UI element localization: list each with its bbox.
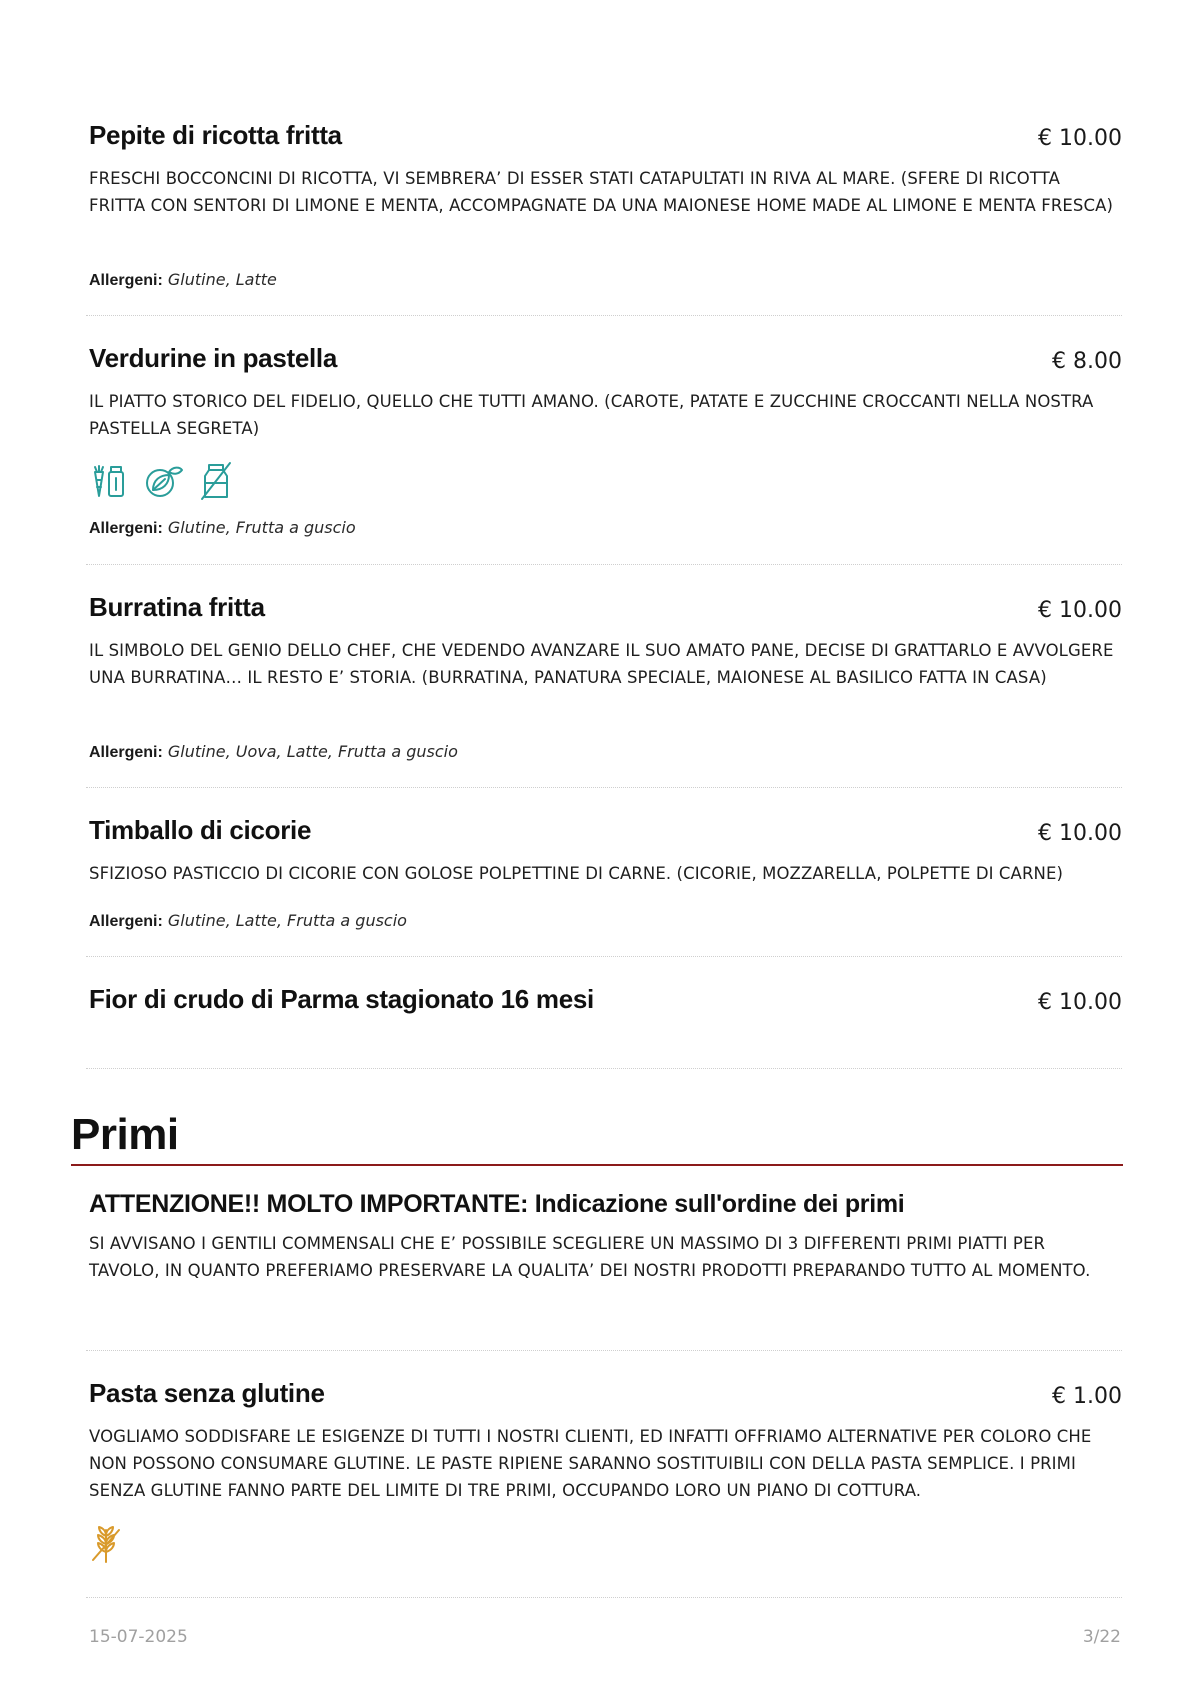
- item-price: € 1.00: [1052, 1384, 1122, 1409]
- item-description: IL SIMBOLO DEL GENIO DELLO CHEF, CHE VEDENDO AVANZARE IL SUO AMATO PANE, DECISE DI GRATTARLO E AVVOLGERE UNA BURRATINA… IL RESTO E’ STORIA. (BURRATINA, PANATURA SPECIALE, MAIONESE AL BASILICO FATTA IN CASA): [89, 641, 1114, 687]
- menu-item: [89, 984, 1122, 1044]
- allergens-values: Glutine, Latte: [167, 270, 277, 289]
- item-separator: [86, 1597, 1122, 1598]
- notice-description: SI AVVISANO I GENTILI COMMENSALI CHE E’ POSSIBILE SCEGLIERE UN MASSIMO DI 3 DIFFERENTI PRIMI PIATTI PER TAVOLO, IN QUANTO PREFERIAMO PRESERVARE LA QUALITA’ DEI NOSTRI PRODOTTI PREPARANDO TUTTO AL MOMENTO.: [89, 1234, 1091, 1280]
- gluten-free-icon: [89, 1524, 123, 1564]
- item-title: Burratina fritta: [89, 592, 265, 622]
- diet-icons: [89, 1524, 123, 1564]
- menu-item: [89, 592, 1122, 772]
- vegan-leaf-icon: [143, 462, 185, 500]
- item-allergens: [89, 742, 458, 762]
- item-allergens: [89, 518, 356, 538]
- item-separator: [86, 787, 1122, 788]
- item-separator: [86, 564, 1122, 565]
- item-title: Fior di crudo di Parma stagionato 16 mesi: [89, 984, 594, 1014]
- item-description: FRESCHI BOCCONCINI DI RICOTTA, VI SEMBRERA’ DI ESSER STATI CATAPULTATI IN RIVA AL MARE. (SFERE DI RICOTTA FRITTA CON SENTORI DI LIMONE E MENTA, ACCOMPAGNATE DA UNA MAIONESE HOME MADE AL LIMONE E MENTA FRESCA): [89, 169, 1114, 215]
- menu-item: [89, 1378, 1122, 1578]
- section-title: Primi: [71, 1110, 179, 1159]
- item-price: € 10.00: [1038, 990, 1122, 1015]
- notice-title: ATTENZIONE!! MOLTO IMPORTANTE: Indicazione sull'ordine dei primi: [89, 1190, 905, 1218]
- vegetables-icon: [89, 462, 129, 500]
- menu-item: [89, 815, 1122, 945]
- lactose-free-icon: [199, 461, 233, 501]
- item-title: Verdurine in pastella: [89, 343, 338, 373]
- allergens-values: Glutine, Frutta a guscio: [167, 518, 356, 537]
- menu-item: [89, 120, 1122, 300]
- allergens-values: Glutine, Latte, Frutta a guscio: [167, 911, 407, 930]
- item-title: Timballo di cicorie: [89, 815, 312, 845]
- allergens-label: Allergeni:: [89, 272, 163, 289]
- allergens-label: Allergeni:: [89, 913, 163, 930]
- item-separator: [86, 1350, 1122, 1351]
- menu-item: [89, 343, 1122, 543]
- item-separator: [86, 956, 1122, 957]
- item-description: SFIZIOSO PASTICCIO DI CICORIE CON GOLOSE POLPETTINE DI CARNE. (CICORIE, MOZZARELLA, POLPETTE DI CARNE): [89, 864, 1064, 883]
- footer-date: 15-07-2025: [89, 1627, 188, 1647]
- section-rule: [71, 1164, 1123, 1166]
- item-description: VOGLIAMO SODDISFARE LE ESIGENZE DI TUTTI I NOSTRI CLIENTI, ED INFATTI OFFRIAMO ALTERNATIVE PER COLORO CHE NON POSSONO CONSUMARE GLUTINE. LE PASTE RIPIENE SARANNO SOSTITUIBILI CON DELLA PASTA SEMPLICE. I PRIMI SENZA GLUTINE FANNO PARTE DEL LIMITE DI TRE PRIMI, OCCUPANDO LORO UN PIANO DI COTTURA.: [89, 1427, 1092, 1500]
- notice-item: [89, 1190, 1122, 1330]
- item-separator: [86, 315, 1122, 316]
- item-price: € 10.00: [1038, 821, 1122, 846]
- item-title: Pepite di ricotta fritta: [89, 120, 342, 150]
- item-separator: [86, 1068, 1122, 1069]
- item-allergens: [89, 911, 407, 931]
- allergens-label: Allergeni:: [89, 520, 163, 537]
- item-title: Pasta senza glutine: [89, 1378, 325, 1408]
- diet-icons: [89, 461, 233, 501]
- item-price: € 8.00: [1052, 349, 1122, 374]
- item-allergens: [89, 270, 277, 290]
- item-price: € 10.00: [1038, 598, 1122, 623]
- allergens-values: Glutine, Uova, Latte, Frutta a guscio: [167, 742, 458, 761]
- item-description: IL PIATTO STORICO DEL FIDELIO, QUELLO CHE TUTTI AMANO. (CAROTE, PATATE E ZUCCHINE CROCCANTI NELLA NOSTRA PASTELLA SEGRETA): [89, 392, 1094, 438]
- footer-page-number: 3/22: [1082, 1627, 1121, 1647]
- allergens-label: Allergeni:: [89, 744, 163, 761]
- item-price: € 10.00: [1038, 126, 1122, 151]
